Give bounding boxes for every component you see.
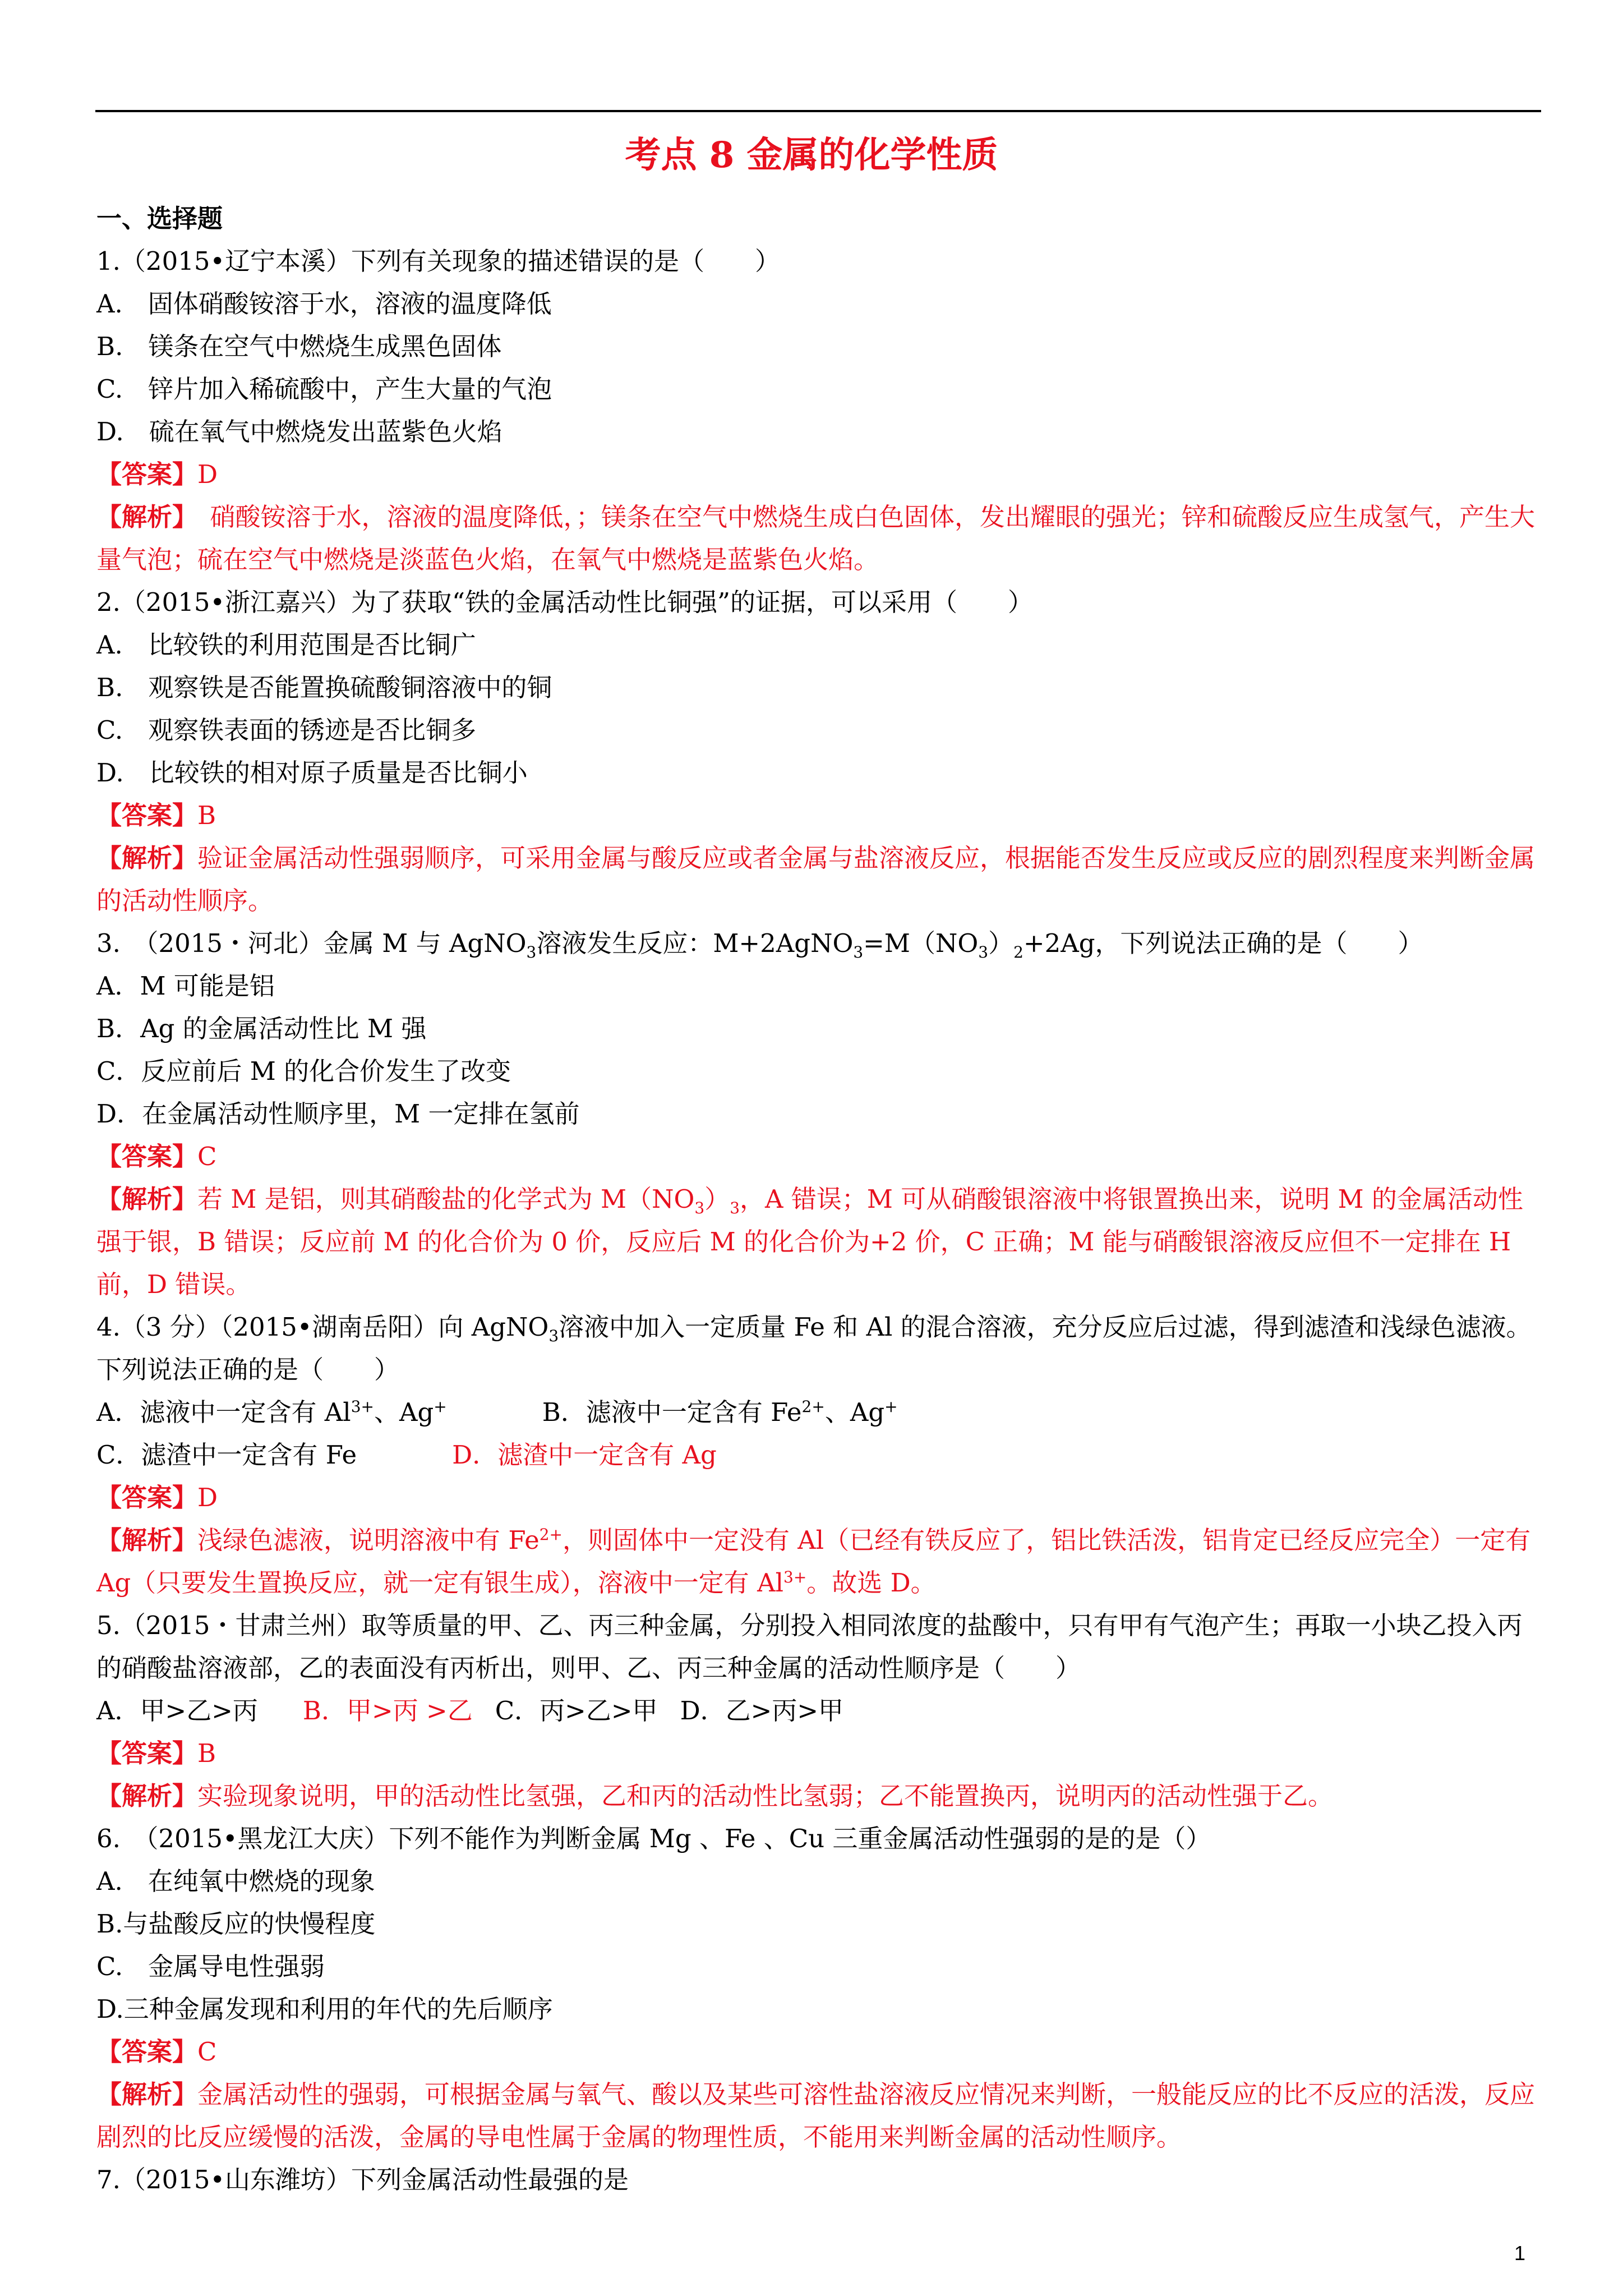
q5-option-d: D．乙>丙>甲 — [680, 1696, 844, 1726]
superscript: 3+ — [783, 1568, 807, 1586]
q2-option-a: A. 比较铁的利用范围是否比铜广 — [96, 630, 476, 660]
q4-analysis-part: 浅绿色滤液，说明溶液中有 Fe — [197, 1525, 540, 1555]
q3-stem-part: 溶液发生反应：M+2AgNO — [536, 928, 854, 958]
q1-option-b: B. 镁条在空气中燃烧生成黑色固体 — [96, 332, 502, 361]
q2-option-d: D. 比较铁的相对原子质量是否比铜小 — [96, 758, 528, 788]
q4-stem — [96, 1306, 1541, 1391]
q2-option-c: C. 观察铁表面的锈迹是否比铜多 — [96, 715, 477, 745]
q6-analysis — [96, 2073, 1541, 2159]
superscript: + — [884, 1397, 898, 1416]
subscript: 3 — [853, 943, 864, 961]
q4-option-a: A．滤液中一定含有 Al — [96, 1397, 351, 1427]
analysis-tag: 【解析】 — [96, 843, 198, 873]
q6-option-b: B.与盐酸反应的快慢程度 — [96, 1909, 376, 1939]
analysis-tag: 【解析】 — [96, 1184, 198, 1214]
q1-option-a: A. 固体硝酸铵溶于水，溶液的温度降低 — [96, 289, 552, 319]
answer-tag: 【答案】 — [96, 800, 198, 830]
q3-answer-value: C — [197, 1142, 217, 1171]
q5-answer — [96, 1732, 1541, 1775]
q3-analysis-part: ） — [704, 1184, 730, 1214]
q2-answer-value: B — [197, 800, 216, 830]
page-number: 1 — [1514, 2242, 1526, 2265]
q3-stem-part: +2Ag，下列说法正确的是（ ） — [1023, 928, 1423, 958]
page-title: 考点 8 金属的化学性质 — [625, 134, 998, 176]
q5-option-b: B．甲>丙 >乙 — [302, 1696, 473, 1726]
q5-analysis — [96, 1775, 1541, 1818]
q4-option-b-tail: 、Ag — [824, 1397, 885, 1427]
superscript: 2+ — [801, 1397, 825, 1416]
q2-stem: 2.（2015•浙江嘉兴）为了获取“铁的金属活动性比铜强”的证据，可以采用（ ） — [96, 587, 1034, 617]
q4-option-a-tail: 、Ag — [374, 1397, 434, 1427]
answer-tag: 【答案】 — [96, 2037, 198, 2067]
q3-answer — [96, 1135, 1541, 1178]
q4-options-row-1 — [96, 1391, 1541, 1434]
subscript: 3 — [730, 1199, 740, 1217]
q5-option-a: A．甲>乙>丙 — [96, 1696, 258, 1726]
subscript: 3 — [694, 1199, 705, 1217]
q3-option-a: A．M 可能是铝 — [96, 971, 275, 1001]
analysis-tag: 【解析】 — [96, 2079, 198, 2109]
q6-answer — [96, 2031, 1541, 2073]
q4-analysis-part: 。故选 D。 — [806, 1568, 936, 1598]
document-body — [96, 197, 1541, 2201]
q3-analysis-part: 若 M 是铝，则其硝酸盐的化学式为 M（NO — [197, 1184, 695, 1214]
subscript: 3 — [978, 943, 989, 961]
answer-tag: 【答案】 — [96, 1738, 198, 1768]
q1-answer-value: D — [197, 459, 218, 489]
q3-option-b: B．Ag 的金属活动性比 M 强 — [96, 1014, 427, 1043]
q3-stem-part: ） — [988, 928, 1014, 958]
subscript: 3 — [526, 943, 537, 961]
analysis-tag: 【解析】 — [96, 502, 185, 532]
q4-stem-part: 4.（3 分）（2015•湖南岳阳）向 AgNO — [96, 1312, 549, 1342]
q5-analysis-text: 实验现象说明，甲的活动性比氢强，乙和丙的活动性比氢弱；乙不能置换丙，说明丙的活动性强于乙。 — [197, 1781, 1334, 1811]
subscript: 3 — [548, 1327, 559, 1345]
superscript: 2+ — [539, 1525, 562, 1544]
answer-tag: 【答案】 — [96, 1483, 198, 1512]
answer-tag: 【答案】 — [96, 459, 198, 489]
section-heading: 一、选择题 — [96, 204, 223, 233]
q5-stem: 5.（2015・甘肃兰州）取等质量的甲、乙、丙三种金属，分别投入相同浓度的盐酸中，只有甲有气泡产生；再取一小块乙投入丙的硝酸盐溶液部，乙的表面没有丙析出，则甲、乙、丙三种金属的活动性顺序是（ ） — [96, 1611, 1523, 1683]
q3-analysis-part: ，A 错误；M 可从硝酸银溶液中将银置换出来，说明 M 的金属活动性强于银，B 错误；反应前 M 的化合价为 0 价，反应后 M 的化合价为+2 价，C 正确；M 能与硝酸银溶液反应但不一定排在 H 前，D 错误。 — [96, 1184, 1523, 1299]
q2-answer — [96, 794, 1541, 837]
q3-option-c: C．反应前后 M 的化合价发生了改变 — [96, 1056, 511, 1086]
q4-option-d: D．滤渣中一定含有 Ag — [452, 1440, 717, 1470]
q6-option-c: C. 金属导电性强弱 — [96, 1952, 325, 1981]
q5-answer-value: B — [197, 1738, 216, 1768]
q3-option-d: D．在金属活动性顺序里，M 一定排在氢前 — [96, 1099, 580, 1129]
subscript: 2 — [1013, 943, 1023, 961]
superscript: 3+ — [351, 1397, 374, 1416]
q3-stem — [96, 922, 1541, 965]
q4-answer-value: D — [197, 1483, 218, 1512]
q4-answer — [96, 1476, 1541, 1519]
q4-analysis — [96, 1519, 1541, 1604]
q1-option-d: D. 硫在氧气中燃烧发出蓝紫色火焰 — [96, 417, 502, 447]
q3-analysis — [96, 1178, 1541, 1306]
header-rule — [95, 110, 1541, 112]
q2-option-b: B. 观察铁是否能置换硫酸铜溶液中的铜 — [96, 673, 552, 702]
q7-stem: 7.（2015•山东潍坊）下列金属活动性最强的是 — [96, 2165, 629, 2194]
q5-options — [96, 1690, 1541, 1732]
q2-analysis-text: 验证金属活动性强弱顺序，可采用金属与酸反应或者金属与盐溶液反应，根据能否发生反应或反应的剧烈程度来判断金属的活动性顺序。 — [96, 843, 1536, 915]
superscript: + — [434, 1397, 447, 1416]
q1-option-c: C. 锌片加入稀硫酸中，产生大量的气泡 — [96, 374, 552, 404]
q1-analysis-text: 硝酸铵溶于水，溶液的温度降低，；镁条在空气中燃烧生成白色固体，发出耀眼的强光；锌和硫酸反应生成氢气，产生大量气泡；硫在空气中燃烧是淡蓝色火焰，在氧气中燃烧是蓝紫色火焰。 — [96, 502, 1536, 574]
q5-option-c: C．丙>乙>甲 — [495, 1696, 658, 1726]
answer-tag: 【答案】 — [96, 1142, 198, 1171]
q4-stem-part: 溶液中加入一定质量 Fe 和 Al 的混合溶液，充分反应后过滤，得到滤渣和浅绿色滤液。下列说法正确的是（ ） — [96, 1312, 1532, 1384]
q1-analysis — [96, 496, 1541, 581]
q4-analysis-part: ，则固体中一定没有 Al（已经有铁反应了，铝比铁活泼，铝肯定已经反应完全）一定有 Ag（只要发生置换反应，就一定有银生成），溶液中一定有 Al — [96, 1525, 1531, 1598]
q3-stem-part: 3. （2015・河北）金属 M 与 AgNO — [96, 928, 527, 958]
q6-analysis-text: 金属活动性的强弱，可根据金属与氧气、酸以及某些可溶性盐溶液反应情况来判断，一般能反应的比不反应的活泼，反应剧烈的比反应缓慢的活泼，金属的导电性属于金属的物理性质，不能用来判断金属的活动性顺序。 — [96, 2079, 1536, 2152]
q6-stem: 6. （2015•黑龙江大庆）下列不能作为判断金属 Mg 、Fe 、Cu 三重金属活动性强弱的是的是（） — [96, 1824, 1211, 1853]
q4-option-b: B．滤液中一定含有 Fe — [542, 1397, 802, 1427]
q4-options-row-2 — [96, 1434, 1541, 1476]
analysis-tag: 【解析】 — [96, 1781, 198, 1811]
q2-analysis — [96, 837, 1541, 922]
q1-stem: 1.（2015•辽宁本溪）下列有关现象的描述错误的是（ ） — [96, 246, 781, 276]
q6-answer-value: C — [197, 2037, 217, 2067]
q6-option-d: D.三种金属发现和利用的年代的先后顺序 — [96, 1994, 553, 2024]
analysis-tag: 【解析】 — [96, 1525, 198, 1555]
q4-option-c: C．滤渣中一定含有 Fe — [96, 1440, 357, 1470]
q3-stem-part: =M（NO — [863, 928, 979, 958]
q6-option-a: A. 在纯氧中燃烧的现象 — [96, 1866, 375, 1896]
q1-answer — [96, 453, 1541, 496]
